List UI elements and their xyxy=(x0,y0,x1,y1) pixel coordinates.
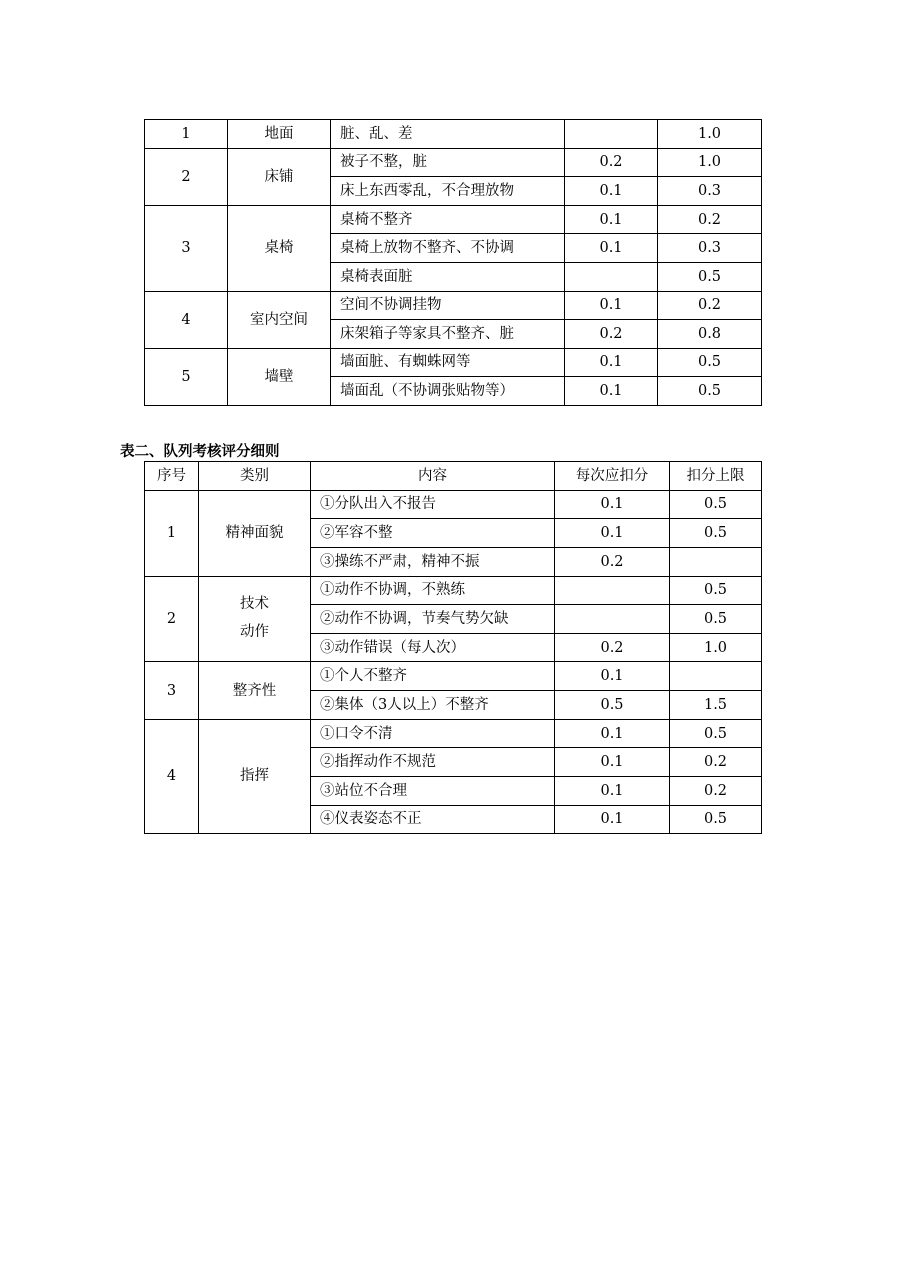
content-cell: ①口令不清 xyxy=(311,719,555,748)
per-deduction-cell xyxy=(565,120,658,149)
content-cell: 被子不整，脏 xyxy=(331,148,565,177)
content-cell: ①动作不协调，不熟练 xyxy=(311,576,555,605)
max-deduction-cell: 0.2 xyxy=(670,748,762,777)
category-cell: 指挥 xyxy=(199,719,311,834)
max-deduction-cell: 0.5 xyxy=(670,605,762,634)
content-cell: ②集体（3人以上）不整齐 xyxy=(311,691,555,720)
max-deduction-cell xyxy=(670,662,762,691)
max-deduction-cell: 1.5 xyxy=(670,691,762,720)
content-cell: 空间不协调挂物 xyxy=(331,291,565,320)
per-deduction-cell: 0.1 xyxy=(555,805,670,834)
table-row xyxy=(145,662,762,691)
content-cell: 床架箱子等家具不整齐、脏 xyxy=(331,320,565,349)
row-number: 2 xyxy=(145,148,228,205)
content-cell: ②军容不整 xyxy=(311,519,555,548)
content-cell: 脏、乱、差 xyxy=(331,120,565,149)
content-cell: 墙面脏、有蜘蛛网等 xyxy=(331,348,565,377)
max-deduction-cell: 0.5 xyxy=(670,719,762,748)
category-cell: 整齐性 xyxy=(199,662,311,719)
per-deduction-cell: 0.1 xyxy=(555,519,670,548)
row-number: 2 xyxy=(145,576,199,662)
max-deduction-cell xyxy=(670,547,762,576)
per-deduction-cell: 0.1 xyxy=(565,348,658,377)
table-row xyxy=(145,719,762,748)
max-deduction-cell: 0.5 xyxy=(658,377,762,406)
per-deduction-cell xyxy=(555,576,670,605)
row-number: 3 xyxy=(145,662,199,719)
category-cell: 地面 xyxy=(228,120,331,149)
category-cell: 墙壁 xyxy=(228,348,331,405)
max-deduction-cell: 1.0 xyxy=(670,633,762,662)
max-deduction-cell: 0.8 xyxy=(658,320,762,349)
category-cell: 床铺 xyxy=(228,148,331,205)
category-cell xyxy=(199,576,311,662)
per-deduction-cell: 0.5 xyxy=(555,691,670,720)
content-cell: 桌椅不整齐 xyxy=(331,205,565,234)
per-deduction-cell: 0.1 xyxy=(555,748,670,777)
table-row xyxy=(145,348,762,377)
per-deduction-cell: 0.2 xyxy=(555,547,670,576)
per-deduction-cell: 0.1 xyxy=(555,777,670,806)
row-number: 4 xyxy=(145,291,228,348)
table-drill-scoring xyxy=(144,461,762,834)
per-deduction-cell xyxy=(565,262,658,291)
header-category: 类别 xyxy=(199,462,311,491)
content-cell: ③操练不严肃，精神不振 xyxy=(311,547,555,576)
row-number: 5 xyxy=(145,348,228,405)
per-deduction-cell: 0.1 xyxy=(565,205,658,234)
max-deduction-cell: 0.2 xyxy=(670,777,762,806)
content-cell: ②动作不协调，节奏气势欠缺 xyxy=(311,605,555,634)
max-deduction-cell: 0.5 xyxy=(658,262,762,291)
table-caption: 表二、队列考核评分细则 xyxy=(120,444,280,460)
max-deduction-cell: 0.5 xyxy=(658,348,762,377)
content-cell: ③动作错误（每人次） xyxy=(311,633,555,662)
per-deduction-cell: 0.1 xyxy=(565,377,658,406)
content-cell: ①分队出入不报告 xyxy=(311,490,555,519)
category-cell: 桌椅 xyxy=(228,205,331,291)
header-per-deduction: 每次应扣分 xyxy=(555,462,670,491)
max-deduction-cell: 0.2 xyxy=(658,205,762,234)
max-deduction-cell: 0.5 xyxy=(670,490,762,519)
header-content: 内容 xyxy=(311,462,555,491)
header-row xyxy=(145,462,762,491)
content-cell: 墙面乱（不协调张贴物等） xyxy=(331,377,565,406)
table-dorm-hygiene xyxy=(144,119,762,406)
max-deduction-cell: 0.5 xyxy=(670,805,762,834)
content-cell: 桌椅上放物不整齐、不协调 xyxy=(331,234,565,263)
table-row xyxy=(145,205,762,234)
per-deduction-cell: 0.1 xyxy=(565,177,658,206)
max-deduction-cell: 0.3 xyxy=(658,177,762,206)
category-cell: 精神面貌 xyxy=(199,490,311,576)
table-row xyxy=(145,490,762,519)
row-number: 4 xyxy=(145,719,199,834)
row-number: 3 xyxy=(145,205,228,291)
row-number: 1 xyxy=(145,490,199,576)
content-cell: ③站位不合理 xyxy=(311,777,555,806)
max-deduction-cell: 0.5 xyxy=(670,519,762,548)
content-cell: 桌椅表面脏 xyxy=(331,262,565,291)
table-row xyxy=(145,148,762,177)
category-line: 技术 xyxy=(240,596,269,613)
per-deduction-cell: 0.2 xyxy=(565,320,658,349)
content-cell: ④仪表姿态不正 xyxy=(311,805,555,834)
category-line: 动作 xyxy=(240,624,269,641)
table-row xyxy=(145,120,762,149)
per-deduction-cell: 0.1 xyxy=(555,719,670,748)
per-deduction-cell: 0.1 xyxy=(555,662,670,691)
max-deduction-cell: 1.0 xyxy=(658,148,762,177)
header-number: 序号 xyxy=(145,462,199,491)
per-deduction-cell xyxy=(555,605,670,634)
per-deduction-cell: 0.2 xyxy=(565,148,658,177)
max-deduction-cell: 0.3 xyxy=(658,234,762,263)
content-cell: ②指挥动作不规范 xyxy=(311,748,555,777)
max-deduction-cell: 0.5 xyxy=(670,576,762,605)
per-deduction-cell: 0.2 xyxy=(555,633,670,662)
per-deduction-cell: 0.1 xyxy=(555,490,670,519)
content-cell: ①个人不整齐 xyxy=(311,662,555,691)
category-cell: 室内空间 xyxy=(228,291,331,348)
table-row xyxy=(145,291,762,320)
max-deduction-cell: 0.2 xyxy=(658,291,762,320)
table-row xyxy=(145,576,762,605)
header-max-deduction: 扣分上限 xyxy=(670,462,762,491)
max-deduction-cell: 1.0 xyxy=(658,120,762,149)
per-deduction-cell: 0.1 xyxy=(565,291,658,320)
per-deduction-cell: 0.1 xyxy=(565,234,658,263)
content-cell: 床上东西零乱，不合理放物 xyxy=(331,177,565,206)
row-number: 1 xyxy=(145,120,228,149)
